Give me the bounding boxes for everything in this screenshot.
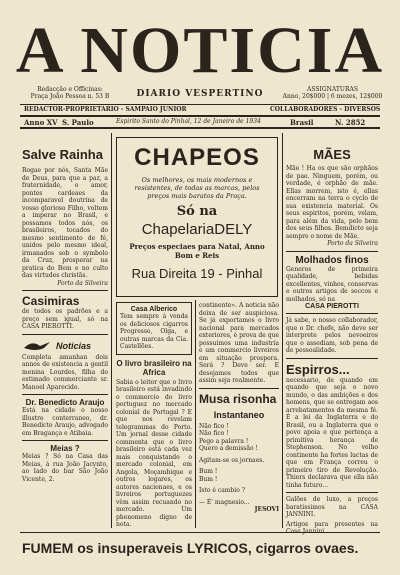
- continente-text: continente». A noticia não deixa de ser auspiciosa. Se já exportamos o livro nacional para mercados exteriores, é prova de que possuimos uma industria e um commercio livreiros em situação prospera. Será ? Deve ser. E desejamos todos que assim seja realmente.: [199, 302, 279, 384]
- chapeos-title: CHAPEOS: [134, 144, 260, 171]
- divider: [286, 313, 378, 314]
- divider: [286, 251, 378, 252]
- maes-signature: Porto da Silveira: [327, 240, 378, 247]
- column-rule: [282, 133, 283, 528]
- poem-line: Não fico !: [199, 422, 229, 430]
- molhados-title: Molhados finos: [295, 254, 369, 266]
- subscription-line: ASSIGNATURAS: [307, 86, 358, 93]
- poem-line: Não fico !: [199, 430, 229, 437]
- column-3: [199, 302, 279, 513]
- poem-line: Bum !: [199, 468, 218, 475]
- country-label: Brasil: [290, 118, 314, 127]
- casimiras-text: de todos os padrões e a preço sem igual, só na CASA PIEROTTI.: [22, 308, 108, 330]
- casa-alberico-text: Tem sempre á venda os deliciosos cigarros Progresso, Olga, e outras marcas da Cia. Castellões.: [120, 313, 188, 350]
- city-label: S. Paulo: [62, 118, 94, 127]
- address-info: [30, 86, 110, 100]
- divider: [286, 492, 378, 493]
- column-1: [22, 139, 108, 483]
- year-label: Anno XV: [24, 118, 58, 127]
- livro-title: O livro brasileiro na Africa: [116, 358, 192, 377]
- poem-signature: JESOVI: [254, 506, 279, 513]
- chapeos-ad: [116, 137, 278, 297]
- precos-label: Preços especiaes para Natal, Anno Bom e Reis: [129, 242, 265, 260]
- collaborators-line: COLLABORADORES - DIVERSOS: [270, 106, 381, 113]
- meias-text: Meias ? Só na Casa das Meias, á rua João Jacynto, ao lado do bar São João Vicente, 2.: [22, 453, 108, 483]
- maes-title: MÃES: [313, 147, 351, 162]
- noticias-text: Completa amanhan dois annos de existencia a gentil menina Lourdes, filha do estimado commerciante sr. Manoel Aparecido.: [22, 353, 108, 391]
- poem-line: Agitam-se os jornaes.: [199, 456, 265, 464]
- musa-risonha-title: Musa risonha: [199, 391, 277, 406]
- fumem-ad: FUMEM os insuperaveis LYRICOS, cigarros ovaes.: [22, 540, 359, 556]
- chapeos-subtitle: Os melhores, os mais modernos e resistentes, de todas as marcas, pelos preços mais baratos da Praça.: [134, 176, 260, 200]
- divider: [22, 440, 108, 441]
- divider: [286, 358, 378, 359]
- espirros-title: Espirros...: [286, 361, 350, 377]
- column-4: [286, 139, 378, 536]
- maes-text: Mãe ! Ha os que são orphãos de pae. Ninguem, porém, ou verdade, é orphão de mãe. Ellas morrem, isto é, ellas encerram na terra o cyclo de sua existencia material. Os seus espiritos, porém, velam, para além da vida, pelo bem dos seus filhos. Bemdicto seja sempre o nome de Mãe.: [286, 165, 378, 240]
- salve-rainha-signature: Porto da Silveira: [57, 279, 108, 287]
- casa-alberico-title: Casa Alberico: [130, 306, 178, 313]
- divider: [22, 334, 108, 335]
- casimiras-title: Casimiras: [22, 294, 80, 308]
- column-rule: [195, 300, 196, 528]
- divider: [22, 394, 108, 395]
- espirros-text: necessario, de quando em quando que seja o novo mundo, o das ambições e dos homens, que se entregam aos arrebatamentos da mesma fé. É a lei da Inglaterra e do Brasil, ou a Inglaterra que o povo apoia e que pertença a primitiva herança de Stephenson. No velho continente ha fortes luctas de que em França correu o primeiro tiro de Revolução. Thiers declarava que ella não tinha futuro...: [286, 376, 378, 489]
- molhados-text: Generos de primeira qualidade, bebidas excellentes, vinhos, conservas e outros artigos de seccos e molhados, só na: [286, 265, 378, 303]
- subscription-info: [280, 86, 385, 100]
- column-rule: [111, 133, 112, 528]
- casa-pierotti-label: CASA PIEROTTI: [305, 303, 359, 310]
- column-2: [116, 302, 192, 529]
- benedicto-title: Dr. Benedicto Araujo: [25, 398, 105, 407]
- address-line: Redacção e Officinas:: [37, 86, 103, 93]
- newspaper-title: A NOTICIA: [15, 14, 385, 87]
- divider: [20, 104, 380, 105]
- poem-line: Quero a demissão !: [199, 445, 258, 452]
- address-line: Praça João Pessoa n. 53 B: [30, 93, 110, 100]
- salve-rainha-text: Rogae por nós, Santa Mãe de Deus, para que a paz, a fraternidade, o amor, pontes cardeaes da incomparavel doutrina de vosso glorioso Filho, voltem a imperar no Brasil, e possamos todos nós, os brasileiros, tocados do mesmo sentimento de fé, unidos pelo mesmo ideal, irmanados sob o symbolo da Cruz, prosperar na pratica do Bem e no culto das virtudes christãs.: [22, 167, 108, 279]
- poem: [199, 423, 279, 507]
- poem-line: Pego a palavra !: [199, 437, 249, 445]
- editor-line: REDACTOR-PROPRIETARIO - SAMPAIO JUNIOR: [24, 106, 187, 113]
- issue-number: N. 2852: [335, 118, 366, 127]
- benedicto-text: Está na cidade o nosso illustre conterraneo, dr. Benedicto Araujo, advogado em Bragança e Atibaia.: [22, 407, 108, 437]
- subscription-line: Anno, 20$000 | 6 mezes, 12$000: [282, 93, 383, 100]
- divider: [20, 115, 380, 117]
- place-date: Espirito Santo do Pinhal, 12 de Janeiro de 1934: [116, 118, 261, 125]
- bird-icon: [22, 338, 52, 354]
- subtitle: DIARIO VESPERTINO: [136, 89, 264, 99]
- livro-text: Sabia o leitor que o livro brasileiro está invadindo o commercio do livro portuguez no mercado colonial de Portugal ? E que nos revelam telegrammas do Porto. Um jornal desse cidade commenta que o livro brasileiro está cada vez mais conquistando o mercado colonial, em Angola, Moçambique e outros logares, os autores nacionaes, e os livreiros portuguezes vêm assim recuando no mercado. Um phenomeno digno de nota.: [116, 378, 192, 528]
- artigos-text: Artigos para presentes na: [286, 520, 378, 528]
- divider: [20, 127, 380, 129]
- store-address: Rua Direita 19 - Pinhal: [131, 266, 263, 281]
- salve-rainha-title: Salve Rainha: [22, 147, 103, 162]
- meias-title: Meias ?: [50, 444, 80, 453]
- masthead: [0, 0, 400, 125]
- galoes-text: Galões de luxo, a preços baratissimos na CASA JANNINI.: [286, 496, 378, 518]
- poem-line: Bum !: [199, 475, 218, 483]
- store-name: ChapelariaDELY: [141, 221, 253, 238]
- ja-sabe-text: Já sabe, o nosso collaborador, que o Dr. chefe, não deve ser interprete pelos nevoeiros que o assediam, sob pena de de pessoalidade.: [286, 317, 378, 354]
- poem-line: Isto é cambio ?: [199, 487, 245, 494]
- so-na-label: Só na: [176, 204, 218, 219]
- poem-line: — É' magnesio...: [199, 498, 250, 506]
- divider: [22, 290, 108, 291]
- divider: [20, 532, 380, 533]
- divider: [199, 388, 279, 389]
- instantaneo-title: Instantaneo: [213, 409, 265, 420]
- noticias-title: Noticias: [56, 340, 92, 351]
